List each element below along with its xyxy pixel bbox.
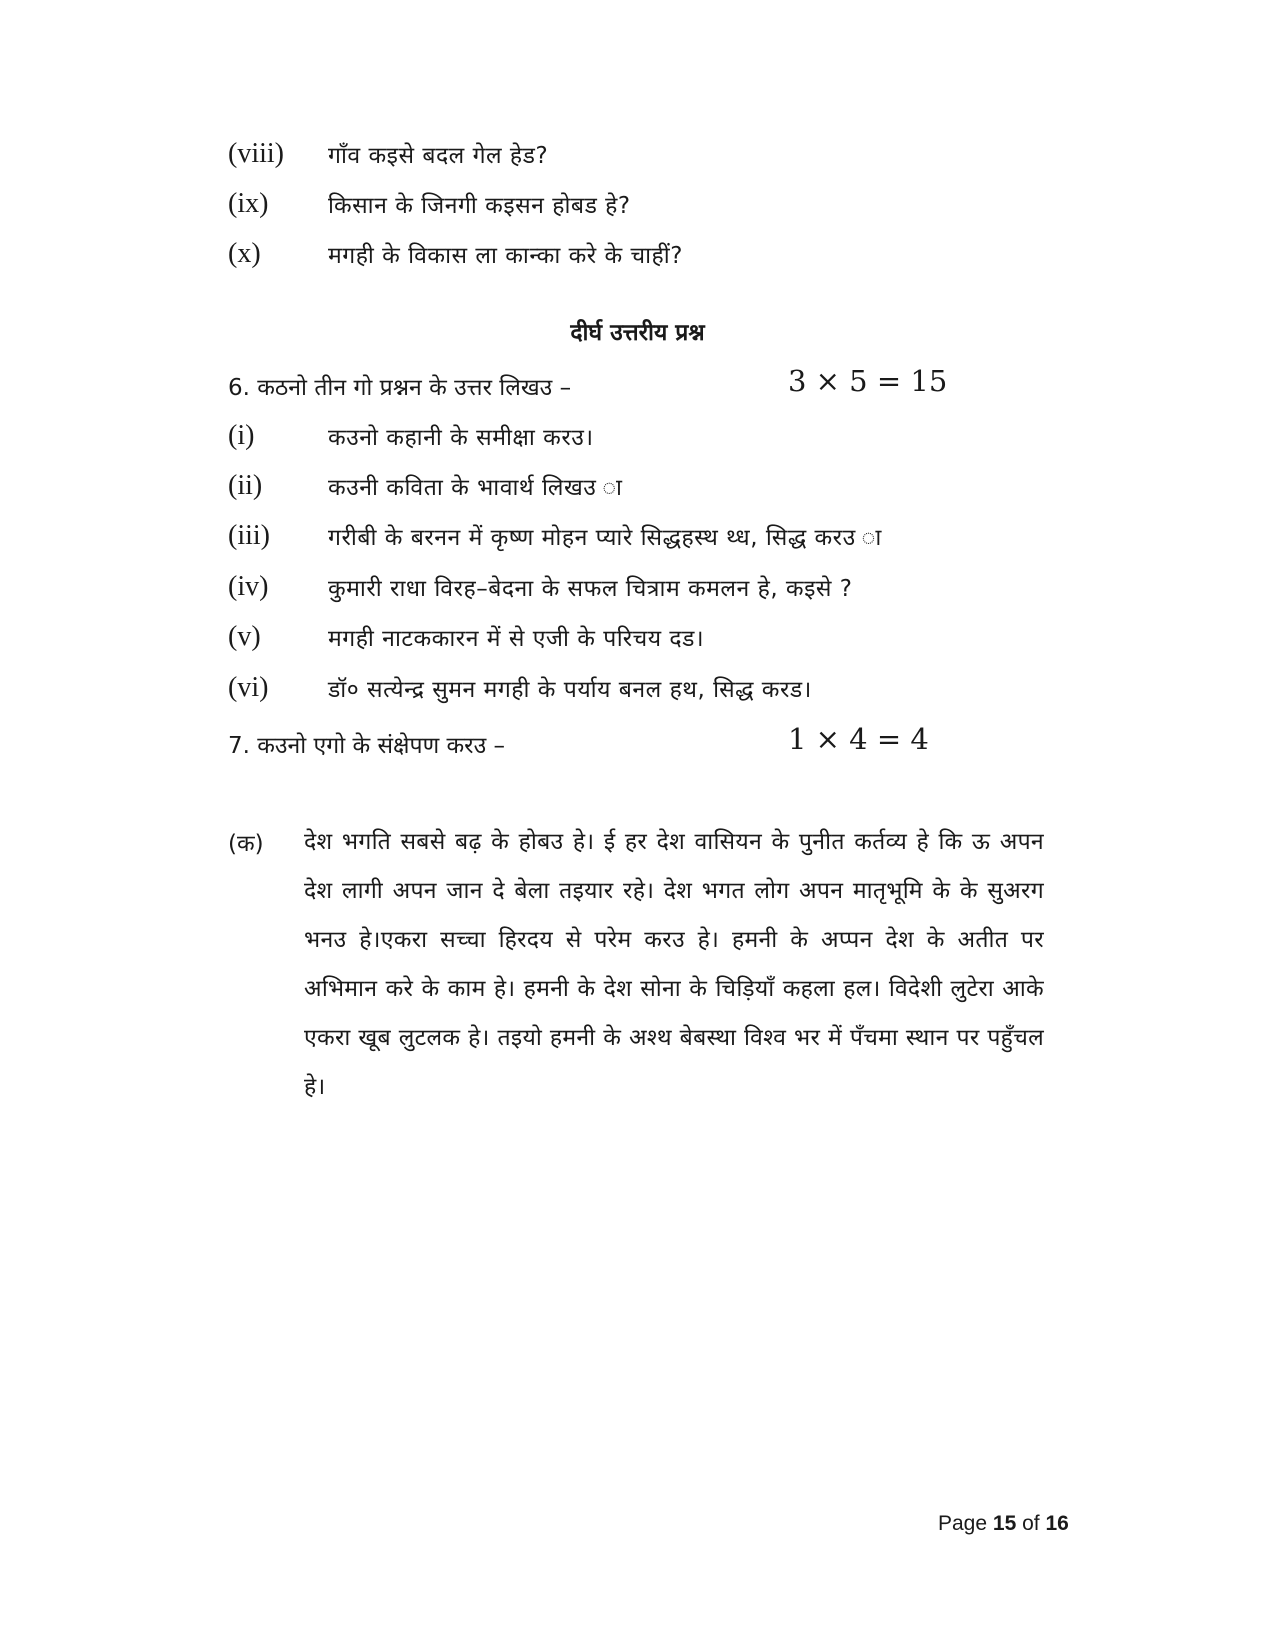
question-6-instruction [228,364,948,402]
marks-formula: 1 × 4 = 4 [788,722,929,756]
question-number: (ix) [228,188,269,219]
question-text: कउनी कविता के भावार्थ लिखउ ा [328,475,623,501]
question-number: (viii) [228,138,284,169]
question-number: (i) [228,420,255,451]
question-number: (iii) [228,520,270,551]
passage-text: देश भगति सबसे बढ़ के होबउ हे। ई हर देश वासियन के पुनीत कर्तव्य हे कि ऊ अपन देश लागी अपन जान दे बेला तइयार रहे। देश भगत लोग अपन मातृभूमि के के सुअरग भनउ हे।एकरा सच्चा हिरदय से परेम करउ हे। हमनी के अप्पन देश के अतीत पर अभिमान करे के काम हे। हमनी के देश सोना के चिड़ियाँ कहला हल। विदेशी लुटेरा आके एकरा खूब लुटलक हे। तइयो हमनी के अश्थ बेबस्था विश्व भर में पँचमा स्थान पर पहुँचल हे। [304,829,1044,1100]
question-row [228,516,882,556]
question-text: कुमारी राधा विरह–बेदना के सफल चित्राम कमलन हे, कइसे ? [328,576,853,602]
question-row [228,184,631,224]
question-7-instruction [228,722,929,760]
question-text: डॉ० सत्येन्द्र सुमन मगही के पर्याय बनल हथ, सिद्ध करड। [328,677,812,703]
section-heading: दीर्घ उत्तरीय प्रश्न [570,320,705,346]
marks-formula: 3 × 5 = 15 [788,364,948,398]
instruction-text: 6. कठनो तीन गो प्रश्नन के उत्तर लिखउ – [228,375,572,401]
page-number [938,1512,1069,1536]
question-row [228,567,852,607]
question-row [228,234,683,274]
passage-label: (क) [228,831,264,857]
question-number: (v) [228,621,261,652]
question-text: किसान के जिनगी कइसन होबड हे? [328,193,631,219]
question-text: मगही नाटककारन में से एजी के परिचय दड। [328,626,705,652]
question-row [228,134,548,174]
question-text: कउनो कहानी के समीक्षा करउ। [328,425,594,451]
question-text: गाँव कइसे बदल गेल हेड? [328,143,549,169]
instruction-text: 7. कउनो एगो के संक्षेपण करउ – [228,733,505,759]
current-page: 15 [992,1512,1017,1535]
question-text: मगही के विकास ला कान्का करे के चाहीं? [328,243,683,269]
total-pages: 16 [1045,1512,1069,1535]
question-number: (ii) [228,470,263,501]
question-text: गरीबी के बरनन में कृष्ण मोहन प्यारे सिद्धहस्थ थ्ध, सिद्ध करउ ा [328,525,882,551]
question-number: (x) [228,238,261,269]
question-row [228,416,594,456]
page-prefix: Page [938,1512,988,1535]
question-row [228,466,623,506]
page-of: of [1022,1512,1040,1535]
question-row [228,668,812,708]
question-number: (vi) [228,672,269,703]
question-number: (iv) [228,571,269,602]
question-row [228,617,704,657]
